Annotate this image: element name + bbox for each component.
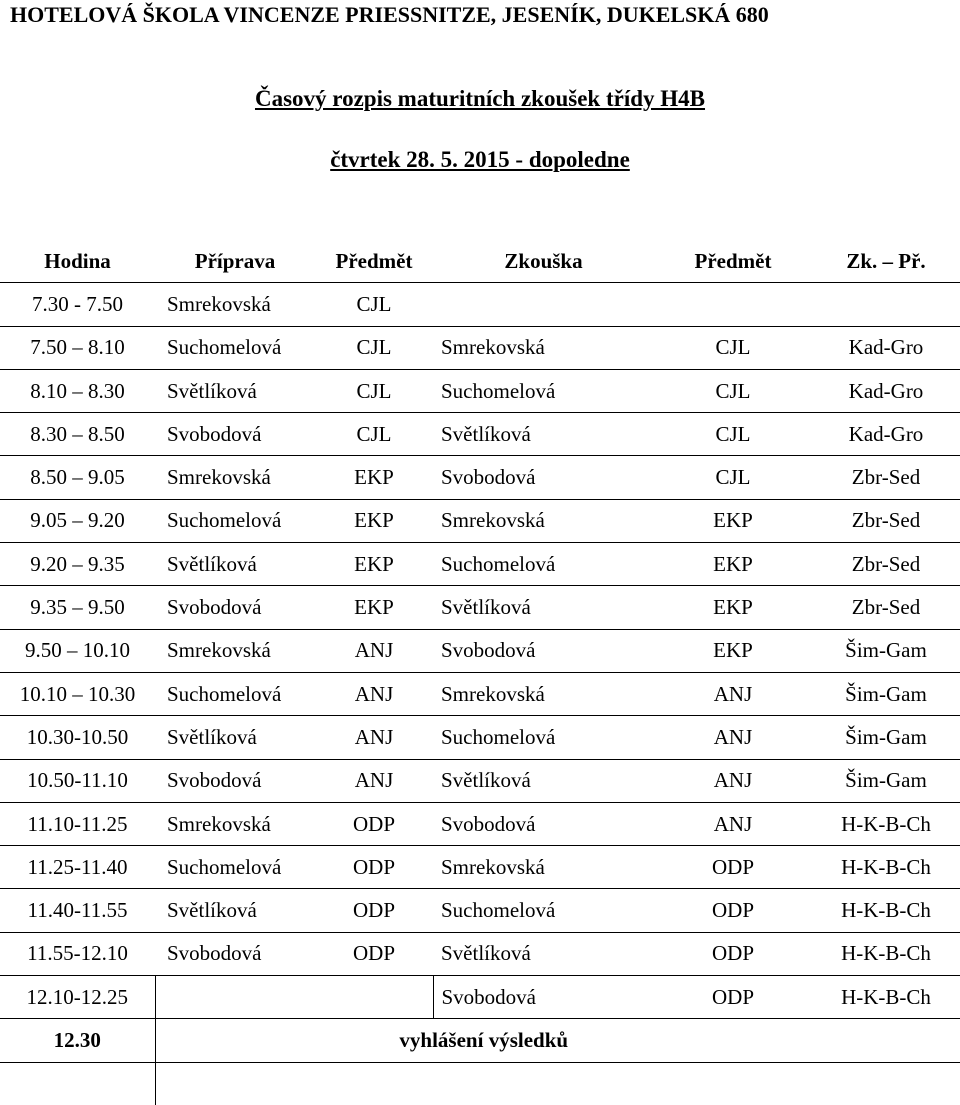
cell-hour: 11.40-11.55 bbox=[0, 889, 155, 932]
cell-hour: 11.25-11.40 bbox=[0, 846, 155, 889]
cell-committee: Kad-Gro bbox=[812, 326, 960, 369]
cell-hour: 12.10-12.25 bbox=[0, 976, 155, 1019]
column-header-preparation: Příprava bbox=[194, 248, 276, 273]
cell-hour: 8.30 – 8.50 bbox=[0, 413, 155, 456]
cell-hour: 9.05 – 9.20 bbox=[0, 499, 155, 542]
cell-exam: Svobodová bbox=[433, 629, 654, 672]
cell-preparation: Svobodová bbox=[155, 413, 315, 456]
cell-exam-subject: CJL bbox=[654, 326, 812, 369]
column-header-exam-subject: Předmět bbox=[694, 248, 772, 273]
column-header-hour: Hodina bbox=[44, 248, 111, 273]
cell-committee: Šim-Gam bbox=[812, 759, 960, 802]
cell-preparation: Svobodová bbox=[155, 932, 315, 975]
cell-subject: ODP bbox=[315, 802, 433, 845]
table-header bbox=[0, 240, 960, 283]
results-label: vyhlášení výsledků bbox=[155, 1019, 812, 1062]
cell-exam: Smrekovská bbox=[433, 846, 654, 889]
cell-exam: Světlíková bbox=[433, 586, 654, 629]
cell-committee: Šim-Gam bbox=[812, 672, 960, 715]
cell-committee: Kad-Gro bbox=[812, 369, 960, 412]
cell-subject: EKP bbox=[315, 499, 433, 542]
cell-exam: Suchomelová bbox=[433, 716, 654, 759]
empty-row bbox=[0, 1062, 960, 1105]
table-row bbox=[0, 802, 960, 845]
cell-exam-subject: CJL bbox=[654, 456, 812, 499]
cell-committee: Šim-Gam bbox=[812, 629, 960, 672]
cell-exam: Svobodová bbox=[433, 976, 654, 1019]
cell-subject: CJL bbox=[315, 326, 433, 369]
cell-committee: Kad-Gro bbox=[812, 413, 960, 456]
cell-exam-subject bbox=[654, 283, 812, 326]
cell-subject: EKP bbox=[315, 543, 433, 586]
cell-subject: CJL bbox=[315, 283, 433, 326]
cell-hour: 10.10 – 10.30 bbox=[0, 672, 155, 715]
cell-subject: ODP bbox=[315, 889, 433, 932]
table-row bbox=[0, 759, 960, 802]
cell-subject: ODP bbox=[315, 932, 433, 975]
table-row bbox=[0, 672, 960, 715]
cell-exam-subject: EKP bbox=[654, 499, 812, 542]
cell-preparation bbox=[155, 976, 315, 1019]
cell-preparation: Suchomelová bbox=[155, 326, 315, 369]
cell-preparation: Světlíková bbox=[155, 889, 315, 932]
cell-preparation: Suchomelová bbox=[155, 672, 315, 715]
cell-exam: Smrekovská bbox=[433, 499, 654, 542]
cell-committee: Zbr-Sed bbox=[812, 586, 960, 629]
table-row bbox=[0, 889, 960, 932]
cell-committee: H-K-B-Ch bbox=[812, 802, 960, 845]
cell-subject: ANJ bbox=[315, 716, 433, 759]
empty-cell bbox=[155, 1062, 812, 1105]
table-row bbox=[0, 499, 960, 542]
cell-exam: Suchomelová bbox=[433, 369, 654, 412]
results-time: 12.30 bbox=[0, 1019, 155, 1062]
cell-preparation: Suchomelová bbox=[155, 846, 315, 889]
table-row bbox=[0, 369, 960, 412]
exam-schedule-table bbox=[0, 240, 960, 1105]
cell-exam-subject: ODP bbox=[654, 889, 812, 932]
cell-exam: Svobodová bbox=[433, 802, 654, 845]
cell-committee: Zbr-Sed bbox=[812, 499, 960, 542]
cell-subject: ANJ bbox=[315, 672, 433, 715]
cell-preparation: Svobodová bbox=[155, 759, 315, 802]
table-row bbox=[0, 976, 960, 1019]
cell-exam-subject: ODP bbox=[654, 846, 812, 889]
cell-hour: 10.50-11.10 bbox=[0, 759, 155, 802]
table-row bbox=[0, 413, 960, 456]
cell-hour: 10.30-10.50 bbox=[0, 716, 155, 759]
cell-exam: Smrekovská bbox=[433, 326, 654, 369]
cell-exam-subject: EKP bbox=[654, 586, 812, 629]
cell-hour: 7.50 – 8.10 bbox=[0, 326, 155, 369]
cell-subject: EKP bbox=[315, 456, 433, 499]
cell-subject: CJL bbox=[315, 413, 433, 456]
cell-preparation: Svobodová bbox=[155, 586, 315, 629]
cell-committee: H-K-B-Ch bbox=[812, 846, 960, 889]
column-header-committee: Zk. – Př. bbox=[846, 248, 926, 273]
schedule-title: Časový rozpis maturitních zkoušek třídy H4B bbox=[254, 86, 706, 111]
cell-preparation: Smrekovská bbox=[155, 802, 315, 845]
results-section bbox=[0, 1019, 960, 1105]
cell-preparation: Světlíková bbox=[155, 716, 315, 759]
table-row bbox=[0, 456, 960, 499]
table-row bbox=[0, 846, 960, 889]
table-row bbox=[0, 586, 960, 629]
cell-exam: Světlíková bbox=[433, 413, 654, 456]
cell-hour: 11.55-12.10 bbox=[0, 932, 155, 975]
schedule-date: čtvrtek 28. 5. 2015 - dopoledne bbox=[330, 147, 630, 172]
cell-hour: 9.20 – 9.35 bbox=[0, 543, 155, 586]
table-row bbox=[0, 932, 960, 975]
cell-committee: H-K-B-Ch bbox=[812, 889, 960, 932]
cell-exam-subject: ODP bbox=[654, 932, 812, 975]
empty-cell bbox=[812, 1062, 960, 1105]
cell-preparation: Smrekovská bbox=[155, 629, 315, 672]
cell-preparation: Suchomelová bbox=[155, 499, 315, 542]
cell-committee: Zbr-Sed bbox=[812, 543, 960, 586]
cell-subject: CJL bbox=[315, 369, 433, 412]
cell-exam-subject: EKP bbox=[654, 543, 812, 586]
cell-exam-subject: CJL bbox=[654, 413, 812, 456]
table-row bbox=[0, 716, 960, 759]
cell-committee: H-K-B-Ch bbox=[812, 976, 960, 1019]
cell-exam-subject: CJL bbox=[654, 369, 812, 412]
table-row bbox=[0, 629, 960, 672]
cell-exam: Smrekovská bbox=[433, 672, 654, 715]
table-row bbox=[0, 326, 960, 369]
cell-hour: 9.50 – 10.10 bbox=[0, 629, 155, 672]
cell-subject: EKP bbox=[315, 586, 433, 629]
cell-preparation: Světlíková bbox=[155, 369, 315, 412]
cell-exam: Suchomelová bbox=[433, 543, 654, 586]
cell-preparation: Světlíková bbox=[155, 543, 315, 586]
cell-preparation: Smrekovská bbox=[155, 283, 315, 326]
cell-hour: 7.30 - 7.50 bbox=[0, 283, 155, 326]
school-name: HOTELOVÁ ŠKOLA VINCENZE PRIESSNITZE, JESENÍK, DUKELSKÁ 680 bbox=[10, 2, 769, 27]
cell-exam: Světlíková bbox=[433, 759, 654, 802]
cell-committee: H-K-B-Ch bbox=[812, 932, 960, 975]
cell-exam-subject: ANJ bbox=[654, 802, 812, 845]
cell-exam: Světlíková bbox=[433, 932, 654, 975]
column-header-exam: Zkouška bbox=[504, 248, 583, 273]
cell-hour: 11.10-11.25 bbox=[0, 802, 155, 845]
cell-hour: 8.50 – 9.05 bbox=[0, 456, 155, 499]
cell-exam: Suchomelová bbox=[433, 889, 654, 932]
results-row bbox=[0, 1019, 960, 1062]
cell-committee: Šim-Gam bbox=[812, 716, 960, 759]
results-empty-cell bbox=[812, 1019, 960, 1062]
header-row bbox=[0, 240, 960, 283]
table-row bbox=[0, 543, 960, 586]
cell-hour: 9.35 – 9.50 bbox=[0, 586, 155, 629]
cell-exam-subject: ANJ bbox=[654, 759, 812, 802]
cell-subject: ANJ bbox=[315, 759, 433, 802]
table-row bbox=[0, 283, 960, 326]
cell-subject bbox=[315, 976, 433, 1019]
cell-subject: ODP bbox=[315, 846, 433, 889]
cell-subject: ANJ bbox=[315, 629, 433, 672]
cell-hour: 8.10 – 8.30 bbox=[0, 369, 155, 412]
cell-exam-subject: ANJ bbox=[654, 672, 812, 715]
cell-exam bbox=[433, 283, 654, 326]
cell-exam-subject: ODP bbox=[654, 976, 812, 1019]
cell-committee: Zbr-Sed bbox=[812, 456, 960, 499]
cell-exam: Svobodová bbox=[433, 456, 654, 499]
table-body bbox=[0, 283, 960, 1019]
cell-exam-subject: EKP bbox=[654, 629, 812, 672]
cell-exam-subject: ANJ bbox=[654, 716, 812, 759]
cell-preparation: Smrekovská bbox=[155, 456, 315, 499]
empty-cell bbox=[0, 1062, 155, 1105]
cell-committee bbox=[812, 283, 960, 326]
column-header-subject: Předmět bbox=[335, 248, 413, 273]
